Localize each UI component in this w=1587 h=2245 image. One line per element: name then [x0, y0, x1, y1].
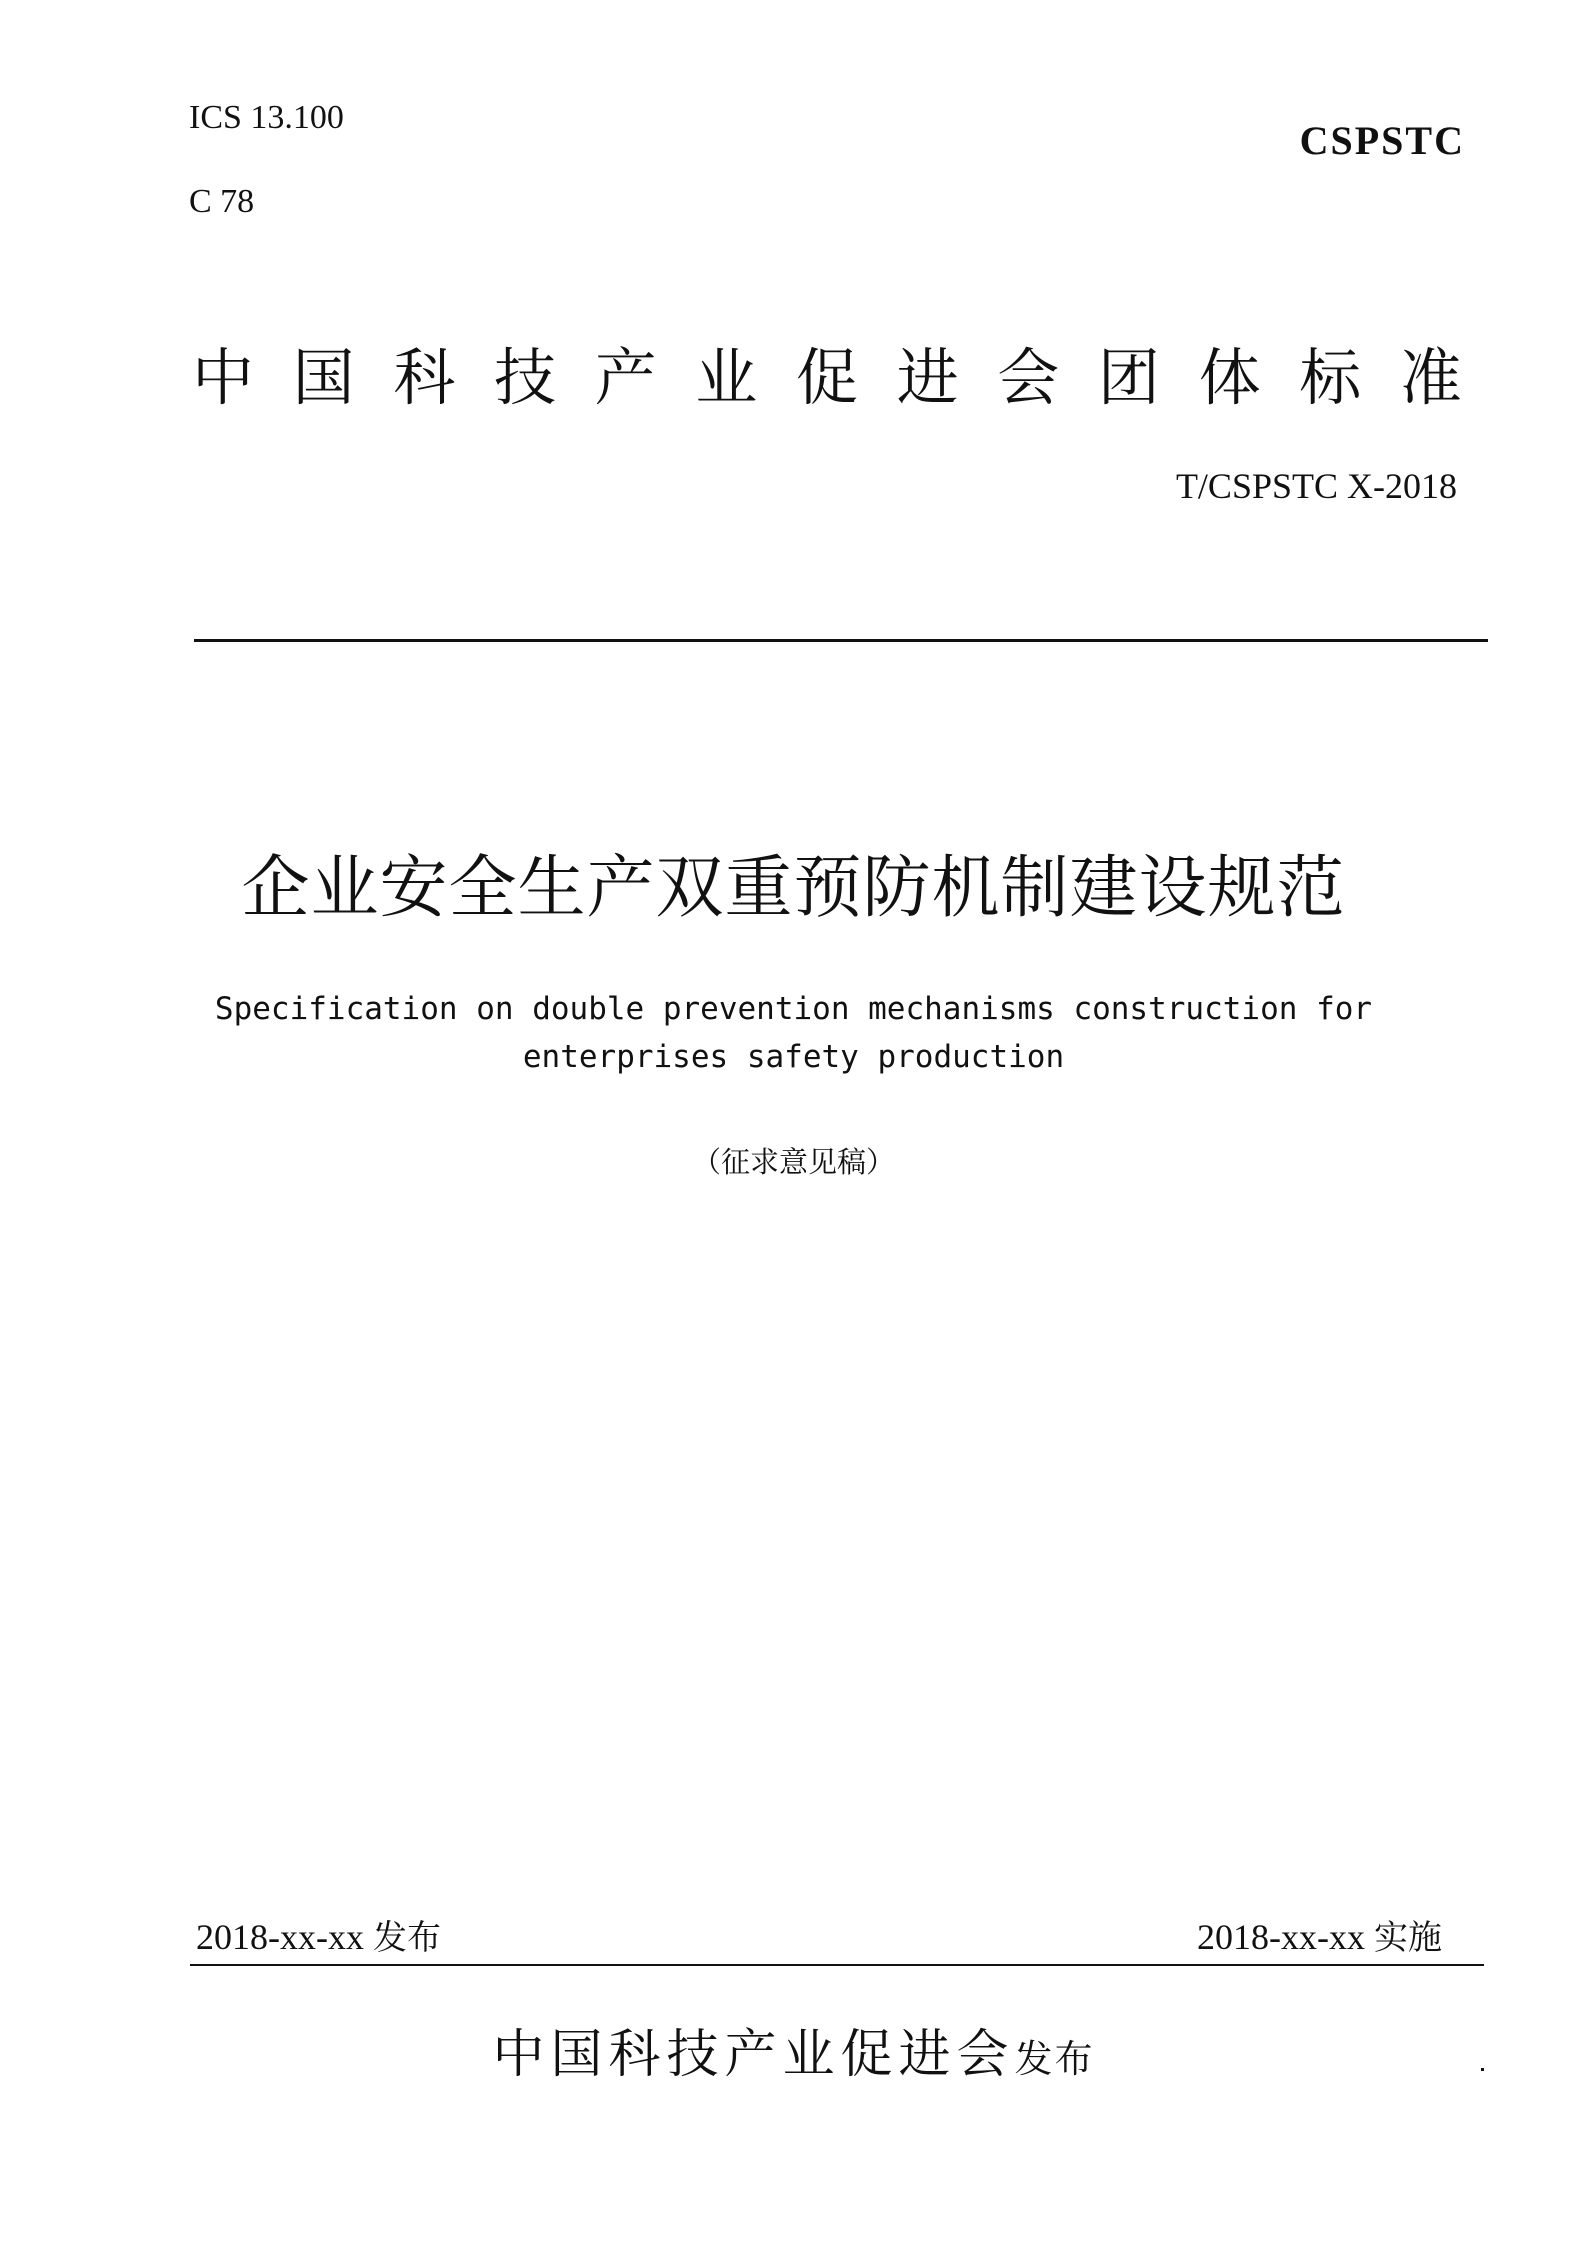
standard-title-char: 中: [192, 341, 255, 414]
standard-title-char: 产: [594, 341, 657, 414]
brand-mark: CSPSTC: [1299, 118, 1465, 163]
standard-title-char: 准: [1399, 341, 1462, 414]
standard-title-char: 团: [1097, 341, 1160, 414]
document-title-en-line: Specification on double prevention mechanisms construction for: [214, 991, 1373, 1027]
publish-date-block: [196, 1914, 441, 1961]
standard-title-char: 技: [493, 341, 556, 414]
publisher-suffix: 发布: [1014, 2037, 1095, 2081]
standard-title-char: 业: [695, 341, 758, 414]
ics-code: ICS 13.100: [189, 99, 344, 136]
standard-code: T/CSPSTC X-2018: [1175, 466, 1457, 506]
footer-divider: [190, 1964, 1484, 1966]
implement-date: 2018-xx-xx: [1197, 1917, 1365, 1957]
standard-title-char: 科: [393, 341, 456, 414]
standard-title-char: 体: [1198, 341, 1261, 414]
document-title-en-line: enterprises safety production: [522, 1039, 1065, 1075]
header-divider: [194, 639, 1488, 642]
standard-title-char: 标: [1299, 341, 1362, 414]
implement-date-block: [1197, 1914, 1442, 1961]
standard-category-title: [192, 338, 1462, 418]
ccs-code: C 78: [189, 183, 255, 220]
publish-date: 2018-xx-xx: [196, 1917, 364, 1957]
publisher-organization: 中国科技产业促进会: [492, 2025, 1015, 2085]
standard-title-char: 会: [997, 341, 1060, 414]
standard-title-char: 促: [795, 341, 858, 414]
document-title-cn: 企业安全生产双重预防机制建设规范: [241, 849, 1346, 928]
standard-title-char: 国: [292, 341, 355, 414]
standard-title-char: 进: [896, 341, 959, 414]
publisher-line: [0, 2020, 1587, 2102]
document-title-en: [0, 985, 1587, 1081]
page-mark-dot: [1481, 2068, 1484, 2071]
publish-label: 发布: [372, 1918, 441, 1958]
draft-status: （征求意见稿）: [691, 1145, 895, 1179]
implement-label: 实施: [1374, 1918, 1442, 1958]
